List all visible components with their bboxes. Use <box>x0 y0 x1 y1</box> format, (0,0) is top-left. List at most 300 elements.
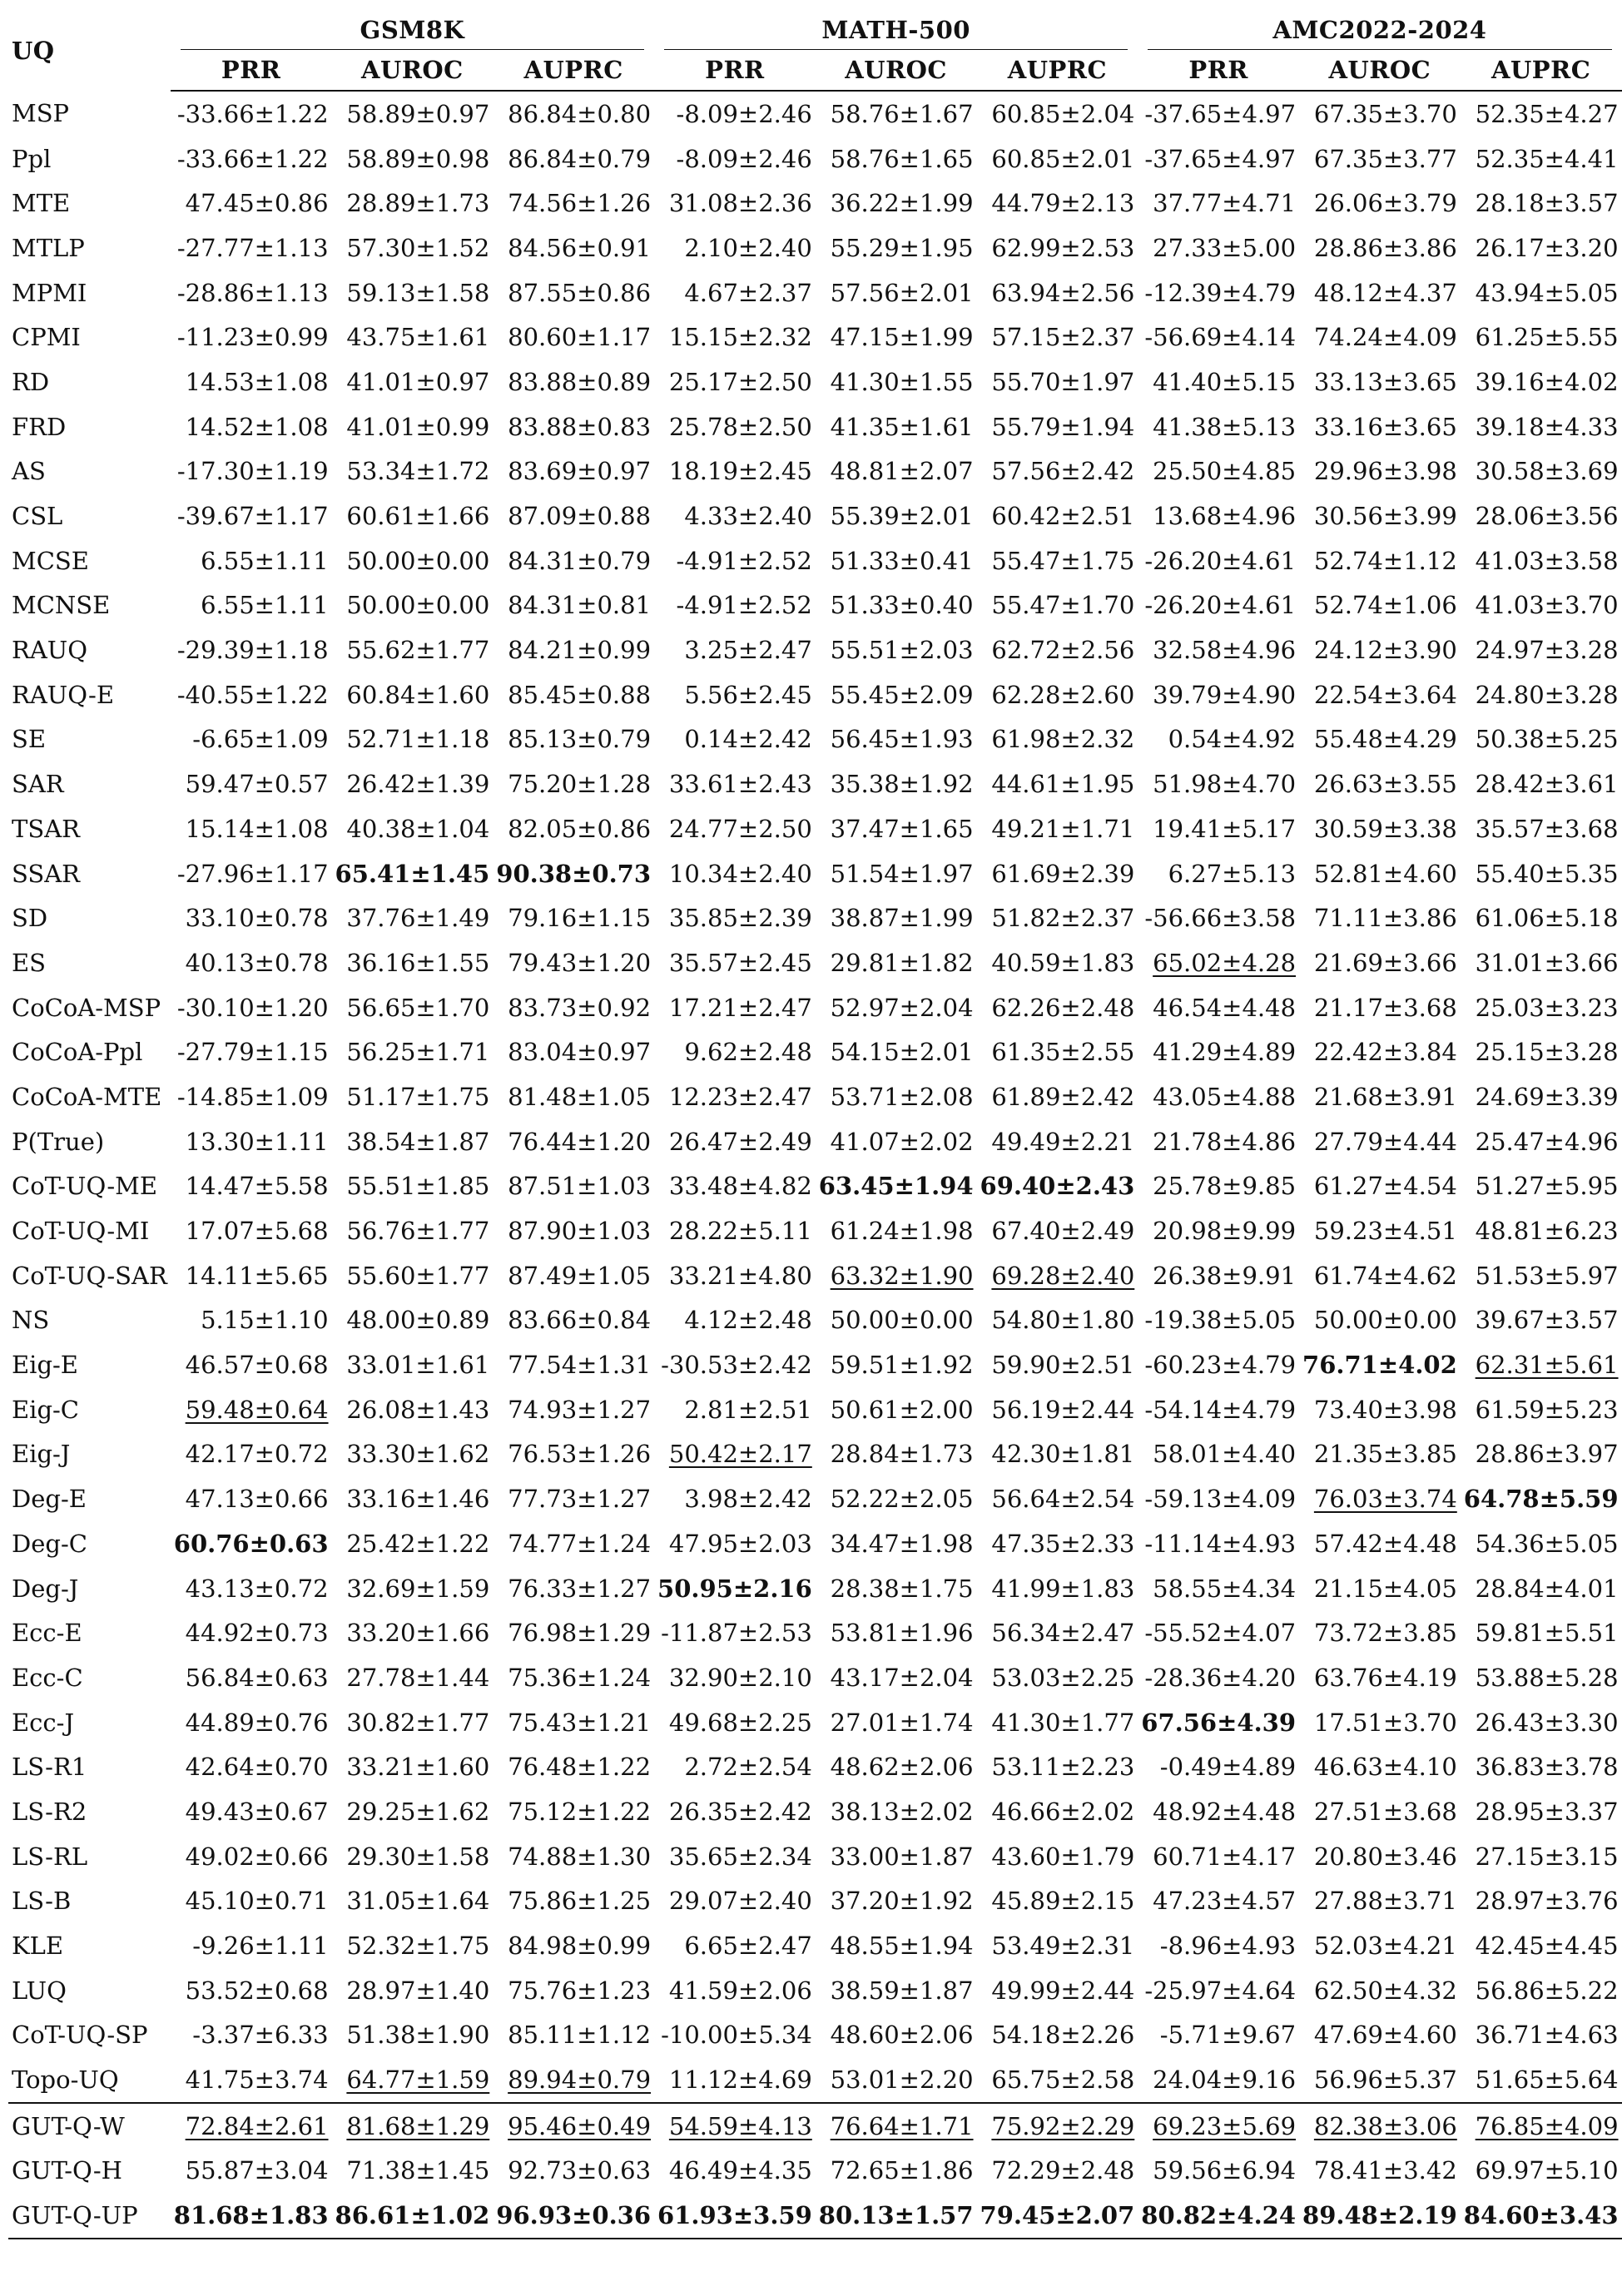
table-row <box>8 895 1622 940</box>
table-row <box>8 1789 1622 1834</box>
table-row <box>8 1610 1622 1655</box>
metric-cell: 26.43±3.30 <box>1475 1708 1619 1737</box>
table-row <box>8 1744 1622 1789</box>
metric-cell: 62.99±2.53 <box>991 233 1135 262</box>
metric-cell: 64.77±1.59 <box>346 2065 490 2095</box>
metric-cell: 77.73±1.27 <box>508 1485 652 1514</box>
method-name: Ecc-E <box>12 1619 82 1648</box>
metric-header: AUROC <box>1299 50 1461 91</box>
metric-cell: 14.52±1.08 <box>185 412 329 441</box>
metric-cell: -14.85±1.09 <box>176 1082 329 1111</box>
metric-cell: 35.57±2.45 <box>668 948 812 977</box>
metric-cell: 0.54±4.92 <box>1168 725 1297 754</box>
metric-cell: 56.65±1.70 <box>346 993 490 1022</box>
metric-cell: 28.06±3.56 <box>1475 502 1619 531</box>
metric-cell: 42.64±0.70 <box>185 1753 329 1782</box>
metric-cell: 55.87±3.04 <box>185 2156 329 2185</box>
metric-cell: 33.10±0.78 <box>185 904 329 933</box>
metric-cell: 62.72±2.56 <box>991 636 1135 665</box>
metric-cell: 28.38±1.75 <box>830 1574 974 1603</box>
metric-cell: 36.71±4.63 <box>1475 2021 1619 2050</box>
metric-cell: 13.68±4.96 <box>1153 502 1297 531</box>
metric-cell: 30.58±3.69 <box>1475 457 1619 486</box>
metric-cell: -12.39±4.79 <box>1144 278 1297 307</box>
metric-cell: 61.93±3.59 <box>654 2193 816 2239</box>
metric-cell: 80.82±4.24 <box>1138 2193 1299 2239</box>
metric-cell: 40.59±1.83 <box>991 948 1135 977</box>
metric-cell: 28.84±1.73 <box>830 1440 974 1469</box>
metric-cell: 52.35±4.41 <box>1475 144 1619 173</box>
metric-cell: 67.35±3.77 <box>1313 144 1457 173</box>
metric-cell: 37.77±4.71 <box>1153 189 1297 218</box>
method-name: Eig-J <box>12 1440 71 1469</box>
metric-cell: 60.61±1.66 <box>346 502 490 531</box>
metric-cell: 25.03±3.23 <box>1475 993 1619 1022</box>
metric-header: PRR <box>654 50 816 91</box>
metric-cell: 81.68±1.83 <box>171 2193 332 2239</box>
metric-cell: -56.66±3.58 <box>1144 904 1297 933</box>
metric-cell: 44.89±0.76 <box>185 1708 329 1737</box>
metric-cell: 37.20±1.92 <box>830 1887 974 1916</box>
method-name: RD <box>12 367 50 396</box>
metric-cell: 55.40±5.35 <box>1475 859 1619 888</box>
metric-cell: 14.11±5.65 <box>185 1261 329 1290</box>
metric-cell: 67.35±3.70 <box>1313 99 1457 128</box>
metric-cell: 52.97±2.04 <box>830 993 974 1022</box>
metric-cell: 55.51±2.03 <box>830 636 974 665</box>
table-row <box>8 449 1622 494</box>
metric-cell: 60.71±4.17 <box>1153 1842 1297 1871</box>
metric-cell: 53.52±0.68 <box>185 1976 329 2005</box>
method-name: SE <box>12 725 47 754</box>
metric-cell: 41.30±1.77 <box>991 1708 1135 1737</box>
metric-cell: 48.81±2.07 <box>830 457 974 486</box>
metric-cell: 48.12±4.37 <box>1313 278 1457 307</box>
metric-cell: 52.74±1.06 <box>1313 591 1457 620</box>
method-name: MTLP <box>12 233 85 262</box>
metric-cell: 33.16±1.46 <box>346 1485 490 1514</box>
metric-cell: 3.25±2.47 <box>684 636 812 665</box>
metric-cell: 27.51±3.68 <box>1313 1797 1457 1826</box>
metric-cell: 12.23±2.47 <box>668 1082 812 1111</box>
metric-cell: 85.11±1.12 <box>508 2021 652 2050</box>
metric-cell: 55.45±2.09 <box>830 680 974 709</box>
metric-cell: 26.35±2.42 <box>668 1797 812 1826</box>
metric-cell: 83.66±0.84 <box>508 1306 652 1335</box>
metric-cell: -28.86±1.13 <box>176 278 329 307</box>
dataset-header-row <box>8 10 1622 50</box>
metric-cell: 72.29±2.48 <box>991 2156 1135 2185</box>
metric-cell: 57.15±2.37 <box>991 323 1135 352</box>
metric-cell: 61.69±2.39 <box>991 859 1135 888</box>
metric-cell: 95.46±0.49 <box>493 2103 654 2149</box>
metric-cell: 50.00±0.00 <box>346 546 490 575</box>
metric-cell: 51.33±0.41 <box>830 546 974 575</box>
metric-cell: 55.47±1.70 <box>991 591 1135 620</box>
metric-cell: 54.80±1.80 <box>991 1306 1135 1335</box>
metric-cell: 26.06±3.79 <box>1313 189 1457 218</box>
metric-cell: 32.58±4.96 <box>1153 636 1297 665</box>
method-name: RAUQ-E <box>12 680 115 709</box>
metric-cell: -26.20±4.61 <box>1144 591 1297 620</box>
metric-cell: 53.01±2.20 <box>830 2065 974 2095</box>
metric-cell: 27.01±1.74 <box>830 1708 974 1737</box>
metric-header: AUPRC <box>493 50 654 91</box>
metric-cell: 22.54±3.64 <box>1313 680 1457 709</box>
metric-cell: -11.23±0.99 <box>176 323 329 352</box>
metric-cell: 62.26±2.48 <box>991 993 1135 1022</box>
metric-cell: 43.05±4.88 <box>1153 1082 1297 1111</box>
method-name: KLE <box>12 1932 64 1961</box>
metric-cell: 82.05±0.86 <box>508 814 652 843</box>
metric-cell: 49.99±2.44 <box>991 1976 1135 2005</box>
metric-cell: 4.33±2.40 <box>684 502 812 531</box>
metric-cell: 50.38±5.25 <box>1475 725 1619 754</box>
metric-cell: 26.47±2.49 <box>668 1127 812 1156</box>
metric-cell: 76.71±4.02 <box>1302 1351 1457 1380</box>
metric-cell: 14.47±5.58 <box>185 1172 329 1201</box>
table-row <box>8 2013 1622 2058</box>
metric-cell: 62.31±5.61 <box>1475 1351 1619 1380</box>
metric-cell: 57.30±1.52 <box>346 233 490 262</box>
metric-cell: 4.67±2.37 <box>684 278 812 307</box>
metric-cell: 84.98±0.99 <box>508 1932 652 1961</box>
metric-cell: 71.11±3.86 <box>1313 904 1457 933</box>
metric-cell: 39.16±4.02 <box>1475 367 1619 396</box>
metric-cell: 62.28±2.60 <box>991 680 1135 709</box>
dataset-header-math500: MATH-500 <box>654 10 1138 50</box>
metric-cell: 41.07±2.02 <box>830 1127 974 1156</box>
metric-cell: 74.24±4.09 <box>1313 323 1457 352</box>
baseline-rows <box>8 91 1622 2103</box>
metric-cell: 61.06±5.18 <box>1475 904 1619 933</box>
metric-cell: 26.08±1.43 <box>346 1395 490 1424</box>
metric-cell: 36.22±1.99 <box>830 189 974 218</box>
method-name: Deg-E <box>12 1485 87 1514</box>
metric-cell: 38.54±1.87 <box>346 1127 490 1156</box>
metric-cell: 67.56±4.39 <box>1141 1708 1297 1737</box>
metric-cell: 42.30±1.81 <box>991 1440 1135 1469</box>
table-row <box>8 672 1622 717</box>
metric-cell: 25.15±3.28 <box>1475 1038 1619 1067</box>
metric-cell: 87.51±1.03 <box>508 1172 652 1201</box>
metric-cell: 61.98±2.32 <box>991 725 1135 754</box>
metric-cell: -60.23±4.79 <box>1144 1351 1297 1380</box>
method-name: Ecc-J <box>12 1708 75 1737</box>
metric-cell: 46.57±0.68 <box>185 1351 329 1380</box>
metric-cell: 50.95±2.16 <box>657 1574 812 1603</box>
metric-cell: 55.51±1.85 <box>346 1172 490 1201</box>
metric-cell: 47.13±0.66 <box>185 1485 329 1514</box>
metric-cell: 41.35±1.61 <box>830 412 974 441</box>
metric-cell: -10.00±5.34 <box>661 2021 812 2050</box>
metric-cell: 53.11±2.23 <box>991 1753 1135 1782</box>
metric-cell: 76.33±1.27 <box>508 1574 652 1603</box>
metric-cell: 20.80±3.46 <box>1313 1842 1457 1871</box>
metric-cell: 35.85±2.39 <box>668 904 812 933</box>
metric-cell: 87.90±1.03 <box>508 1217 652 1246</box>
metric-cell: 56.19±2.44 <box>991 1395 1135 1424</box>
metric-cell: 65.02±4.28 <box>1153 948 1297 977</box>
metric-cell: 52.74±1.12 <box>1313 546 1457 575</box>
metric-cell: 41.40±5.15 <box>1153 367 1297 396</box>
metric-cell: 6.55±1.11 <box>201 591 329 620</box>
method-name: LS-R2 <box>12 1797 87 1826</box>
table-row <box>8 1387 1622 1432</box>
metric-cell: 53.34±1.72 <box>346 457 490 486</box>
metric-cell: 28.18±3.57 <box>1475 189 1619 218</box>
metric-cell: 49.02±0.66 <box>185 1842 329 1871</box>
metric-cell: 62.50±4.32 <box>1313 1976 1457 2005</box>
method-name: Deg-J <box>12 1574 79 1603</box>
table-row <box>8 91 1622 136</box>
metric-cell: 60.84±1.60 <box>346 680 490 709</box>
table-row <box>8 538 1622 583</box>
metric-cell: -37.65±4.97 <box>1144 99 1297 128</box>
metric-cell: 39.79±4.90 <box>1153 680 1297 709</box>
uq-header: UQ <box>12 36 55 65</box>
metric-cell: 42.45±4.45 <box>1475 1932 1619 1961</box>
metric-cell: 85.13±0.79 <box>508 725 652 754</box>
metric-cell: 40.38±1.04 <box>346 814 490 843</box>
metric-header: AUROC <box>332 50 494 91</box>
metric-cell: 83.69±0.97 <box>508 457 652 486</box>
metric-cell: 75.76±1.23 <box>508 1976 652 2005</box>
metric-cell: 6.65±2.47 <box>684 1932 812 1961</box>
table-row <box>8 985 1622 1030</box>
metric-cell: 47.35±2.33 <box>991 1529 1135 1558</box>
metric-cell: 48.55±1.94 <box>830 1932 974 1961</box>
metric-cell: -4.91±2.52 <box>676 546 812 575</box>
metric-cell: 56.96±5.37 <box>1313 2065 1457 2095</box>
table-row <box>8 1164 1622 1209</box>
metric-cell: 41.03±3.58 <box>1475 546 1619 575</box>
metric-cell: 47.15±1.99 <box>830 323 974 352</box>
metric-cell: 26.63±3.55 <box>1313 770 1457 799</box>
metric-cell: 6.27±5.13 <box>1168 859 1297 888</box>
metric-cell: 59.47±0.57 <box>185 770 329 799</box>
method-name: MTE <box>12 189 71 218</box>
metric-header: PRR <box>1138 50 1299 91</box>
metric-cell: 42.17±0.72 <box>185 1440 329 1469</box>
table-row <box>8 1298 1622 1343</box>
metric-cell: 59.81±5.51 <box>1475 1619 1619 1648</box>
metric-cell: 87.49±1.05 <box>508 1261 652 1290</box>
metric-cell: 25.42±1.22 <box>346 1529 490 1558</box>
method-name: SSAR <box>12 859 81 888</box>
metric-cell: 58.76±1.67 <box>830 99 974 128</box>
metric-cell: -0.49±4.89 <box>1159 1753 1297 1782</box>
metric-cell: 29.30±1.58 <box>346 1842 490 1871</box>
metric-cell: 41.29±4.89 <box>1153 1038 1297 1067</box>
metric-cell: 47.45±0.86 <box>185 189 329 218</box>
metric-cell: 84.21±0.99 <box>508 636 652 665</box>
metric-cell: 31.05±1.64 <box>346 1887 490 1916</box>
metric-cell: 56.45±1.93 <box>830 725 974 754</box>
metric-cell: 26.17±3.20 <box>1475 233 1619 262</box>
metric-cell: 41.01±0.99 <box>346 412 490 441</box>
metric-cell: 44.92±0.73 <box>185 1619 329 1648</box>
metric-cell: 33.13±3.65 <box>1313 367 1457 396</box>
metric-cell: 37.47±1.65 <box>830 814 974 843</box>
metric-cell: 19.41±5.17 <box>1153 814 1297 843</box>
metric-cell: -3.37±6.33 <box>192 2021 329 2050</box>
metric-cell: 50.61±2.00 <box>830 1395 974 1424</box>
method-name: Eig-E <box>12 1351 78 1380</box>
metric-cell: -8.09±2.46 <box>676 144 812 173</box>
metric-cell: 28.95±3.37 <box>1475 1797 1619 1826</box>
method-name: MCSE <box>12 546 89 575</box>
metric-cell: 2.10±2.40 <box>684 233 812 262</box>
method-name: MSP <box>12 99 70 128</box>
method-name: LS-RL <box>12 1842 88 1871</box>
metric-cell: 75.12±1.22 <box>508 1797 652 1826</box>
metric-cell: 28.97±1.40 <box>346 1976 490 2005</box>
metric-cell: 61.89±2.42 <box>991 1082 1135 1111</box>
metric-cell: 52.81±4.60 <box>1313 859 1457 888</box>
metric-cell: 57.42±4.48 <box>1313 1529 1457 1558</box>
metric-cell: -33.66±1.22 <box>176 144 329 173</box>
metric-cell: 48.60±2.06 <box>830 2021 974 2050</box>
dataset-header-amc: AMC2022-2024 <box>1138 10 1621 50</box>
table-row <box>8 404 1622 449</box>
metric-cell: 63.76±4.19 <box>1313 1663 1457 1692</box>
metric-cell: 87.55±0.86 <box>508 278 652 307</box>
metric-cell: 26.42±1.39 <box>346 770 490 799</box>
method-name: CoT-UQ-SAR <box>12 1261 167 1290</box>
metric-cell: 11.12±4.69 <box>668 2065 812 2095</box>
metric-cell: 69.28±2.40 <box>991 1261 1135 1290</box>
metric-cell: 20.98±9.99 <box>1153 1217 1297 1246</box>
metric-cell: -39.67±1.17 <box>176 502 329 531</box>
metric-cell: 79.43±1.20 <box>508 948 652 977</box>
metric-cell: 46.54±4.48 <box>1153 993 1297 1022</box>
metric-cell: 72.84±2.61 <box>171 2103 332 2149</box>
table-row <box>8 2149 1622 2194</box>
metric-cell: 41.38±5.13 <box>1153 412 1297 441</box>
metric-cell: 64.78±5.59 <box>1463 1485 1619 1514</box>
metric-cell: 83.04±0.97 <box>508 1038 652 1067</box>
metric-cell: 63.45±1.94 <box>818 1172 974 1201</box>
metric-cell: 24.12±3.90 <box>1313 636 1457 665</box>
method-name: LUQ <box>12 1976 67 2005</box>
metric-cell: 28.84±4.01 <box>1475 1574 1619 1603</box>
metric-cell: 54.36±5.05 <box>1475 1529 1619 1558</box>
metric-cell: 29.96±3.98 <box>1313 457 1457 486</box>
metric-cell: 73.72±3.85 <box>1313 1619 1457 1648</box>
metric-cell: 51.98±4.70 <box>1153 770 1297 799</box>
metric-cell: 21.69±3.66 <box>1313 948 1457 977</box>
metric-cell: 38.13±2.02 <box>830 1797 974 1826</box>
metric-cell: 43.94±5.05 <box>1475 278 1619 307</box>
table-row <box>8 360 1622 404</box>
metric-cell: 33.01±1.61 <box>346 1351 490 1380</box>
metric-cell: 37.76±1.49 <box>346 904 490 933</box>
metric-cell: 21.78±4.86 <box>1153 1127 1297 1156</box>
table-row <box>8 1342 1622 1387</box>
metric-cell: 28.86±3.86 <box>1313 233 1457 262</box>
metric-cell: 77.54±1.31 <box>508 1351 652 1380</box>
gut-rows <box>8 2103 1622 2239</box>
metric-cell: 55.47±1.75 <box>991 546 1135 575</box>
metric-cell: 33.61±2.43 <box>668 770 812 799</box>
metric-cell: 45.89±2.15 <box>991 1887 1135 1916</box>
method-name: CoCoA-MTE <box>12 1082 162 1111</box>
metric-cell: 55.70±1.97 <box>991 367 1135 396</box>
metric-cell: 33.20±1.66 <box>346 1619 490 1648</box>
metric-cell: 72.65±1.86 <box>830 2156 974 2185</box>
metric-cell: 41.59±2.06 <box>668 1976 812 2005</box>
metric-cell: 25.17±2.50 <box>668 367 812 396</box>
metric-cell: 90.38±0.73 <box>496 859 652 888</box>
metric-cell: 43.17±2.04 <box>830 1663 974 1692</box>
metric-cell: 69.97±5.10 <box>1475 2156 1619 2185</box>
metric-cell: 89.94±0.79 <box>508 2065 652 2095</box>
metric-cell: 48.81±6.23 <box>1475 1217 1619 1246</box>
metric-cell: -27.79±1.15 <box>176 1038 329 1067</box>
metric-cell: -27.77±1.13 <box>176 233 329 262</box>
metric-cell: 53.49±2.31 <box>991 1932 1135 1961</box>
metric-cell: 28.86±3.97 <box>1475 1440 1619 1469</box>
metric-cell: 83.88±0.83 <box>508 412 652 441</box>
metric-cell: 25.50±4.85 <box>1153 457 1297 486</box>
table-row <box>8 270 1622 315</box>
metric-cell: 61.27±4.54 <box>1313 1172 1457 1201</box>
metric-cell: 24.77±2.50 <box>668 814 812 843</box>
metric-cell: 59.23±4.51 <box>1313 1217 1457 1246</box>
table-row <box>8 1029 1622 1074</box>
metric-cell: 75.20±1.28 <box>508 770 652 799</box>
metric-cell: 60.42±2.51 <box>991 502 1135 531</box>
metric-cell: -19.38±5.05 <box>1144 1306 1297 1335</box>
metric-cell: 17.21±2.47 <box>668 993 812 1022</box>
metric-cell: 76.53±1.26 <box>508 1440 652 1469</box>
metric-cell: 27.15±3.15 <box>1475 1842 1619 1871</box>
table-row <box>8 1208 1622 1253</box>
method-name: Topo-UQ <box>12 2065 119 2095</box>
method-name: AS <box>12 457 46 486</box>
metric-cell: 56.84±0.63 <box>185 1663 329 1692</box>
metric-cell: 69.40±2.43 <box>980 1172 1135 1201</box>
table-row <box>8 181 1622 226</box>
metric-cell: 33.21±1.60 <box>346 1753 490 1782</box>
metric-cell: 47.23±4.57 <box>1153 1887 1297 1916</box>
table-row <box>8 1655 1622 1700</box>
metric-cell: 29.81±1.82 <box>830 948 974 977</box>
metric-cell: 84.31±0.79 <box>508 546 652 575</box>
metric-cell: 53.03±2.25 <box>991 1663 1135 1692</box>
metric-cell: -37.65±4.97 <box>1144 144 1297 173</box>
metric-cell: 56.76±1.77 <box>346 1217 490 1246</box>
metric-cell: 61.35±2.55 <box>991 1038 1135 1067</box>
method-name: SD <box>12 904 48 933</box>
metric-cell: 76.03±3.74 <box>1313 1485 1457 1514</box>
metric-cell: 59.13±1.58 <box>346 278 490 307</box>
metric-cell: 89.48±2.19 <box>1299 2193 1461 2239</box>
method-name: FRD <box>12 412 67 441</box>
table-row <box>8 761 1622 806</box>
metric-cell: 2.81±2.51 <box>684 1395 812 1424</box>
metric-cell: 59.48±0.64 <box>185 1395 329 1424</box>
method-name: CoCoA-MSP <box>12 993 161 1022</box>
metric-cell: 52.03±4.21 <box>1313 1932 1457 1961</box>
metric-cell: 10.34±2.40 <box>668 859 812 888</box>
method-name: ES <box>12 948 47 977</box>
metric-cell: 28.42±3.61 <box>1475 770 1619 799</box>
metric-cell: 17.51±3.70 <box>1313 1708 1457 1737</box>
method-name: RAUQ <box>12 636 87 665</box>
metric-cell: 59.90±2.51 <box>991 1351 1135 1380</box>
